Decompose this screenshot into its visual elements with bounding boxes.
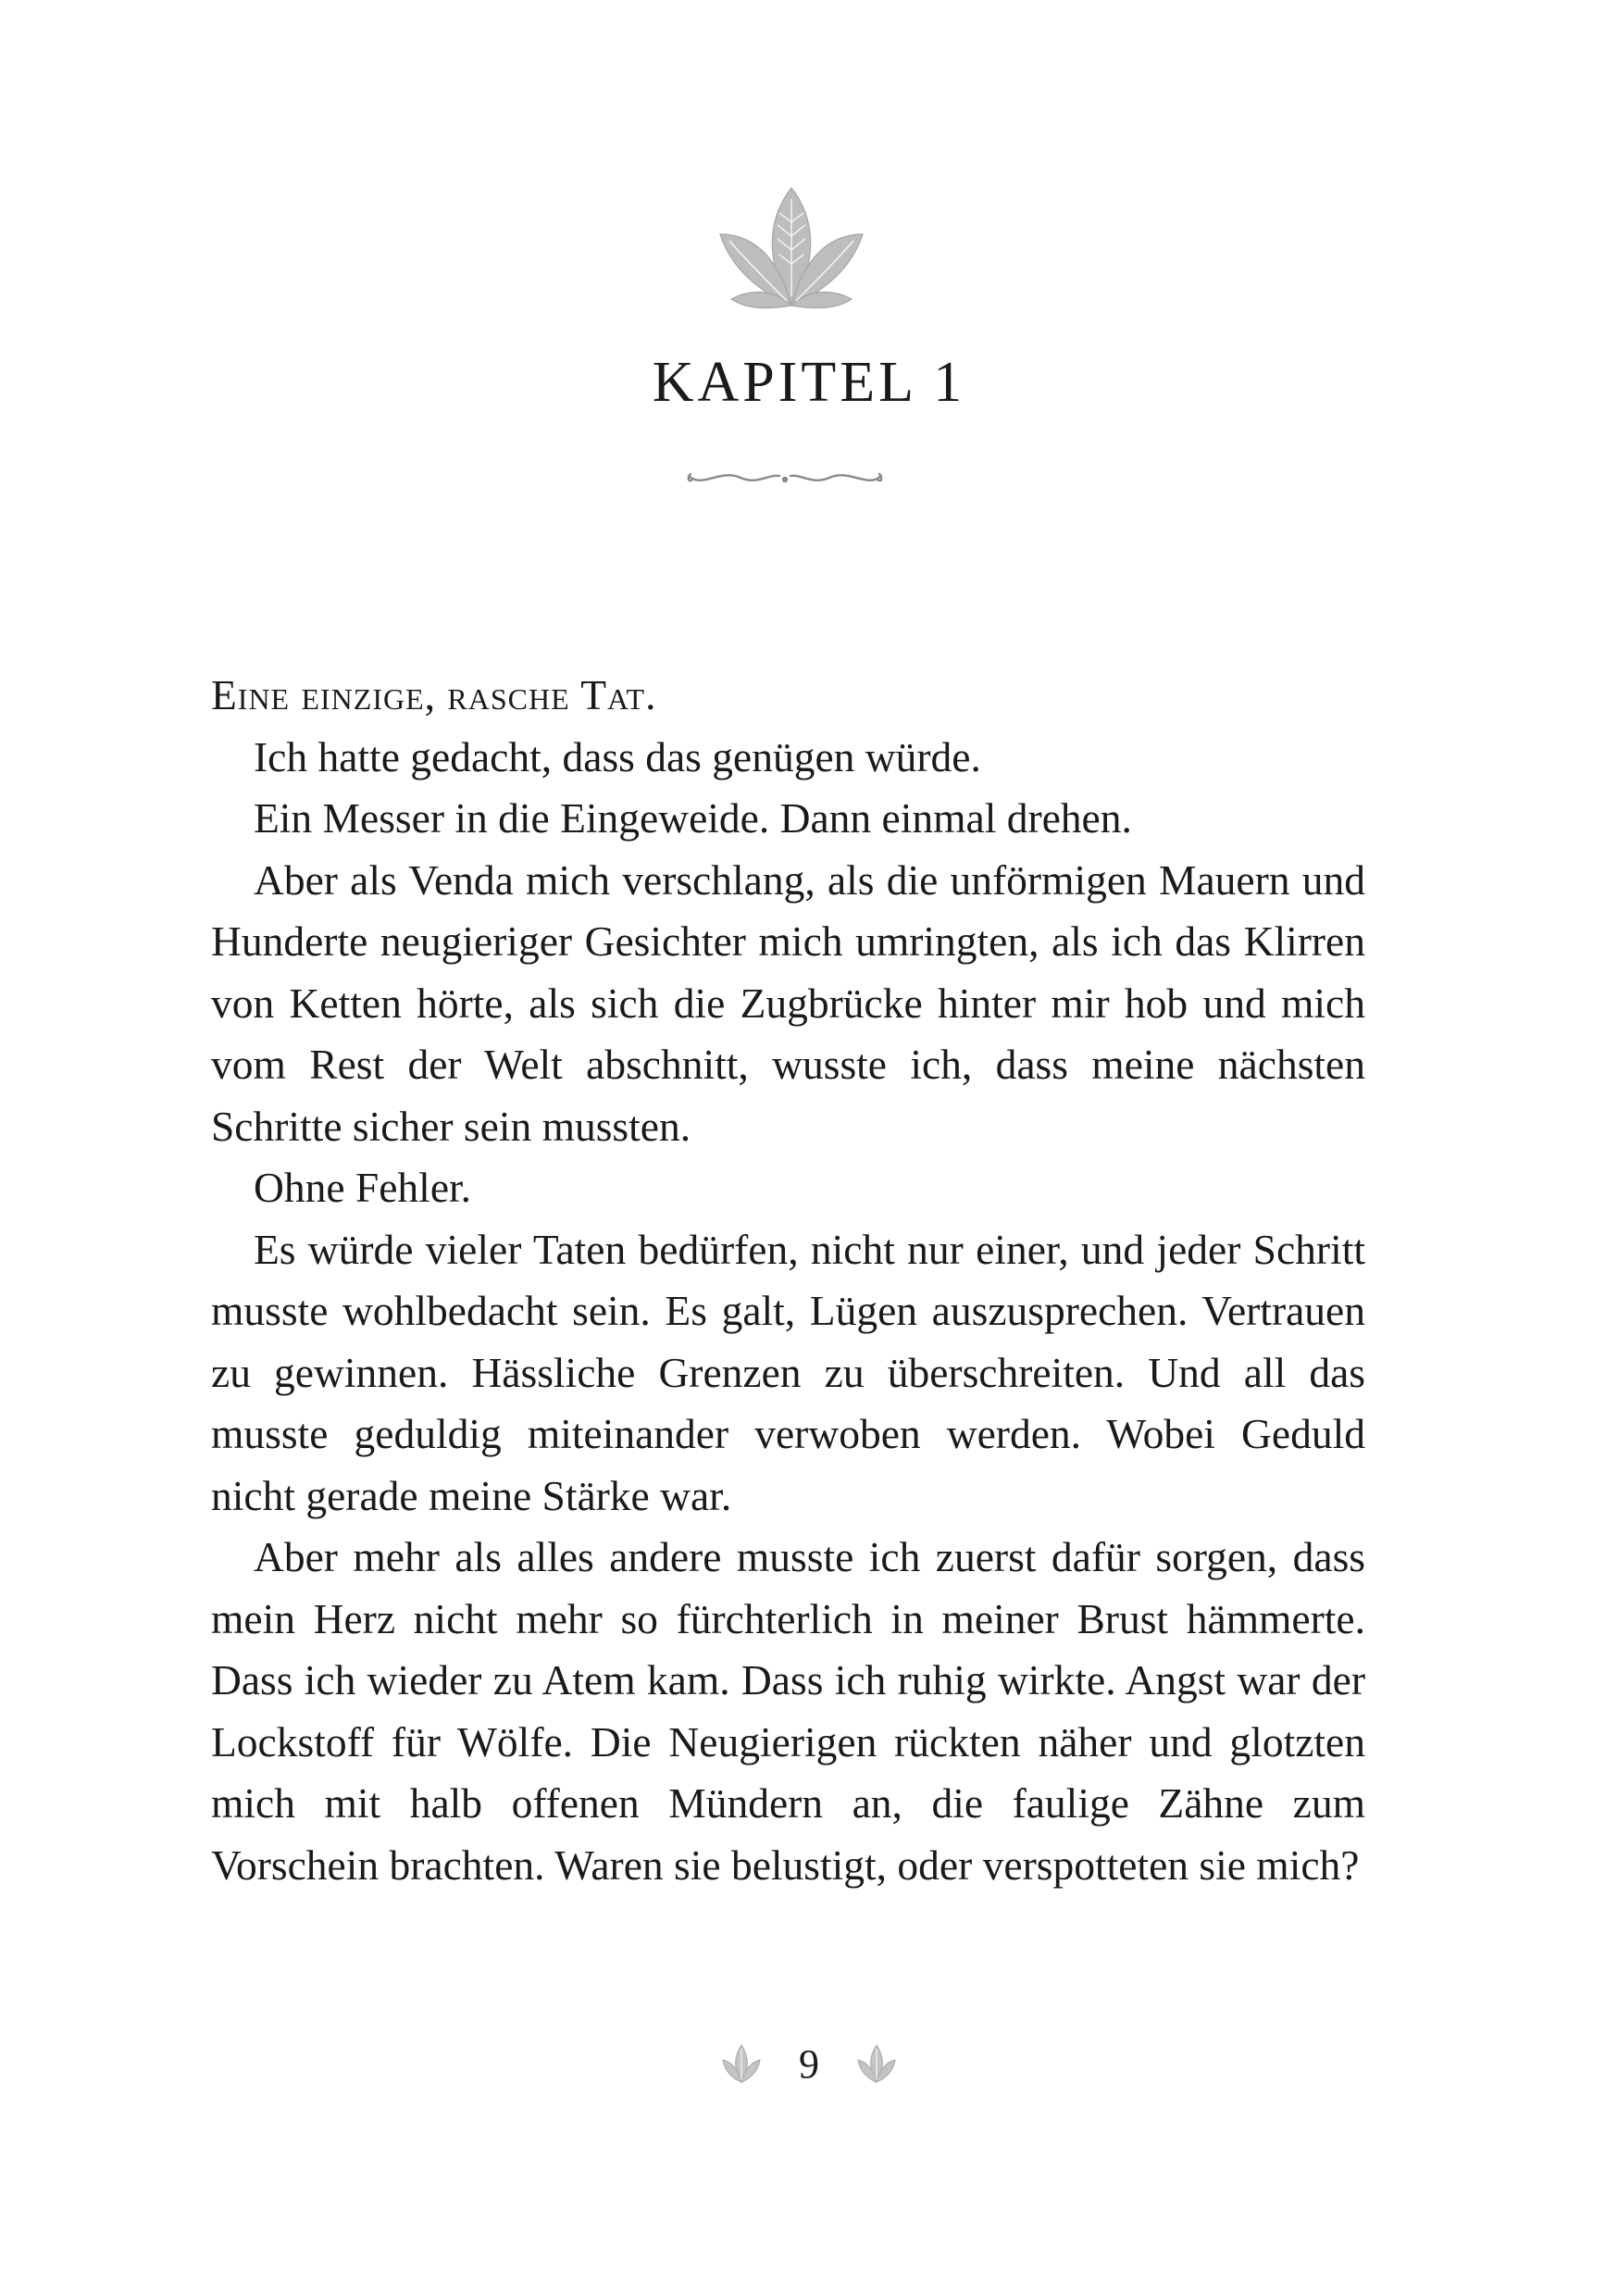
page-number: 9	[799, 2041, 819, 2087]
lotus-leaf-icon	[713, 181, 870, 319]
opening-smallcaps: Eine einzige, rasche Tat.	[211, 671, 657, 718]
swash-divider-icon	[683, 461, 887, 494]
opening-line	[211, 665, 1365, 727]
paragraph: Ohne Fehler.	[254, 1164, 472, 1211]
chapter-body	[211, 665, 1365, 1896]
paragraph: Ich hatte gedacht, dass das genügen würde.	[254, 732, 981, 780]
folio	[0, 2041, 1618, 2088]
small-leaf-icon	[856, 2041, 897, 2088]
small-leaf-icon	[721, 2041, 762, 2088]
paragraph: Ein Messer in die Eingeweide. Dann einmal drehen.	[254, 794, 1132, 842]
chapter-title: KAPITEL 1	[652, 351, 966, 414]
paragraph: Aber mehr als alles andere musste ich zuerst dafür sorgen, dass mein Herz nicht mehr so fürchterlich in meiner Brust hämmerte. Dass ich wieder zu Atem kam. Dass ich ruhig wirkte. Angst war der Lockstoff für Wölfe. Die Neugierigen rückten näher und glotzten mich mit halb offenen Mündern an, die faulige Zähne zum Vorschein brachten. Waren sie belustigt, oder verspotteten sie mich?	[211, 1533, 1365, 1889]
paragraph: Aber als Venda mich verschlang, als die unförmigen Mauern und Hunderte neugieriger Gesichter mich umringten, als ich das Klirren von Ketten hörte, als sich die Zugbrücke hinter mir hob und mich vom Rest der Welt abschnitt, wusste ich, dass meine nächsten Schritte sicher sein mussten.	[211, 855, 1365, 1150]
paragraph: Es würde vieler Taten bedürfen, nicht nur einer, und jeder Schritt musste wohlbedacht sein. Es galt, Lügen auszusprechen. Vertrauen zu gewinnen. Hässliche Grenzen zu überschreiten. Und all das musste geduldig miteinander verwoben werden. Wobei Geduld nicht gerade meine Stärke war.	[211, 1225, 1365, 1519]
